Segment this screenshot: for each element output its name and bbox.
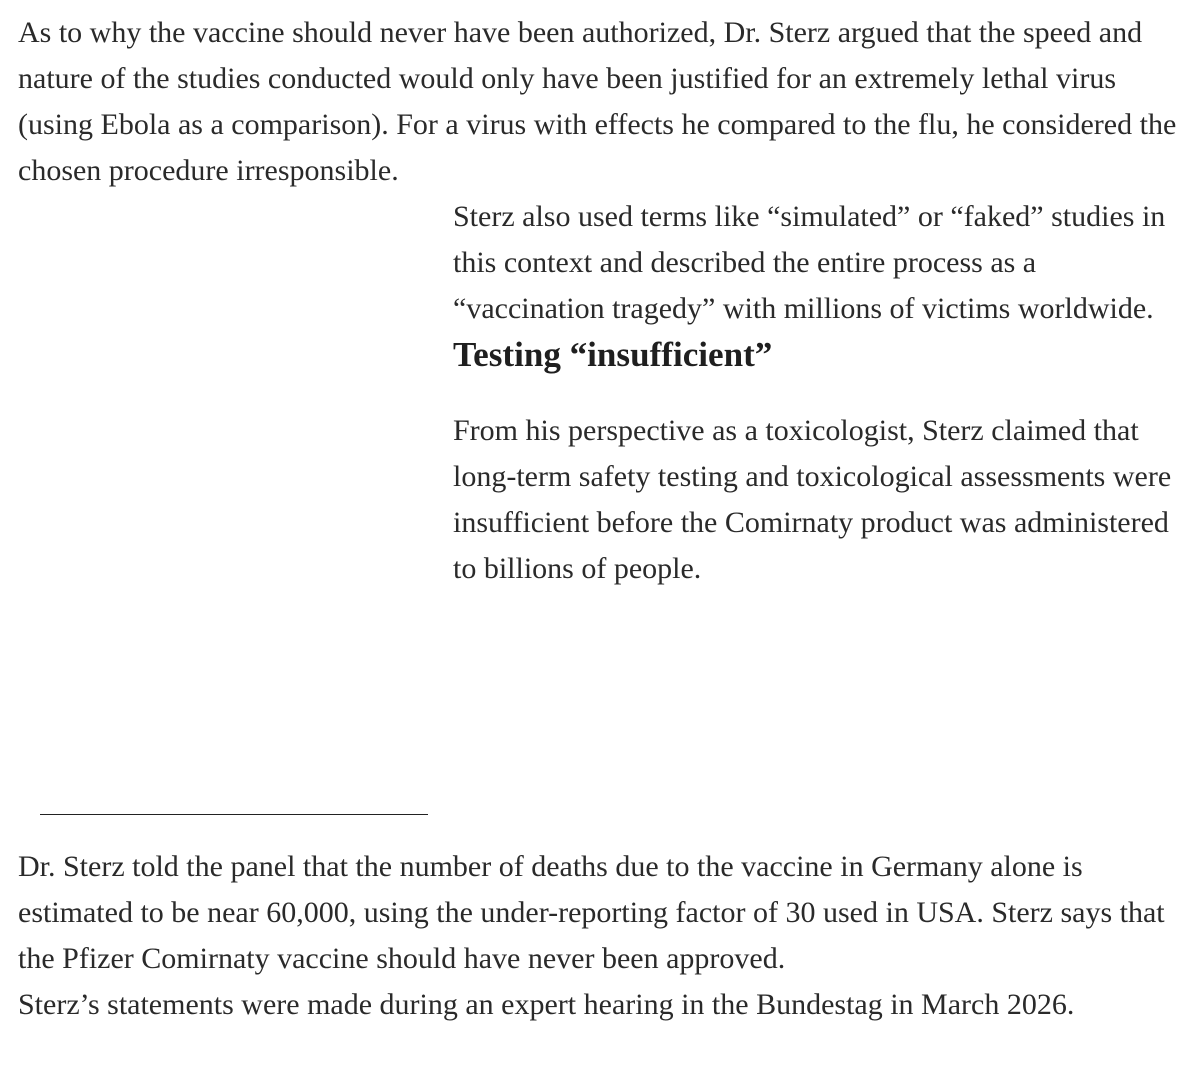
paragraph-hearing: Sterz’s statements were made during an expert hearing in the Bundestag in March 2026. xyxy=(18,988,1075,1021)
pull-quote-divider xyxy=(40,814,428,815)
paragraph-toxicologist: From his perspective as a toxicologist, Sterz claimed that long-term safety testing and toxicological assessments were insufficient before the Comirnaty product was administered to billions of people. xyxy=(453,414,1172,585)
pull-quote-area xyxy=(18,194,453,844)
paragraph-deaths-estimate: Dr. Sterz told the panel that the number of deaths due to the vaccine in Germany alone is estimated to be near 60,000, using the under-reporting factor of 30 used in USA. Sterz says that the Pfizer Comirnaty vaccine should have never been approved. xyxy=(18,850,1165,975)
paragraph-simulated-studies: Sterz also used terms like “simulated” or “faked” studies in this context and described the entire process as a “vaccination tragedy” with millions of victims worldwide. xyxy=(453,200,1166,325)
paragraph-authorization: As to why the vaccine should never have been authorized, Dr. Sterz argued that the speed and nature of the studies conducted would only have been justified for an extremely lethal virus (using Ebola as a comparison). For a virus with effects he compared to the flu, he considered the chosen procedure irresponsible. xyxy=(18,16,1177,187)
article-body xyxy=(18,10,1183,1028)
section-subheading: Testing “insufficient” xyxy=(453,335,773,374)
